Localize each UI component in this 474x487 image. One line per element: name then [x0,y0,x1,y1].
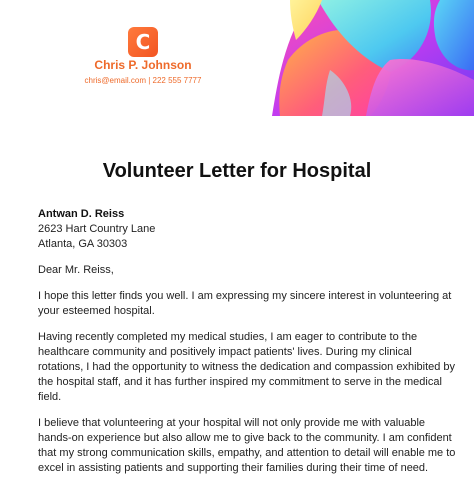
paragraph-3: I believe that volunteering at your hospital will not only provide me with valuable hands-on experience but also allow me to give back to the community. I am confident that my strong communication skills, empathy, and attention to detail will enable me to excel in assisting patients and supporting their families during their time of need. [38,417,456,474]
logo-letter: C [135,30,151,54]
paragraph-1: I hope this letter finds you well. I am expressing my sincere interest in volunteering at your esteemed hospital. [38,290,452,317]
document-title: Volunteer Letter for Hospital [102,160,372,182]
logo-badge [128,27,158,57]
recipient-address [38,207,458,252]
recipient-name: Antwan D. Reiss [38,208,125,220]
recipient-city: Atlanta, GA 30303 [38,238,128,250]
salutation: Dear Mr. Reiss, [38,264,114,276]
sender-name: Chris P. Johnson [94,58,192,72]
decorative-gradient-art [270,0,474,116]
letterhead [0,0,474,120]
letter-body [38,207,458,487]
recipient-street: 2623 Hart Country Lane [38,223,156,235]
sender-contact: chris@email.com | 222 555 7777 [84,76,202,85]
paragraph-2: Having recently completed my medical studies, I am eager to contribute to the healthcare community and positively impact patients' lives. During my clinical rotations, I had the opportunity to witness the dedication and compassion exhibited by the hospital staff, and it has further inspired my commitment to serve in the medical field. [38,331,456,403]
